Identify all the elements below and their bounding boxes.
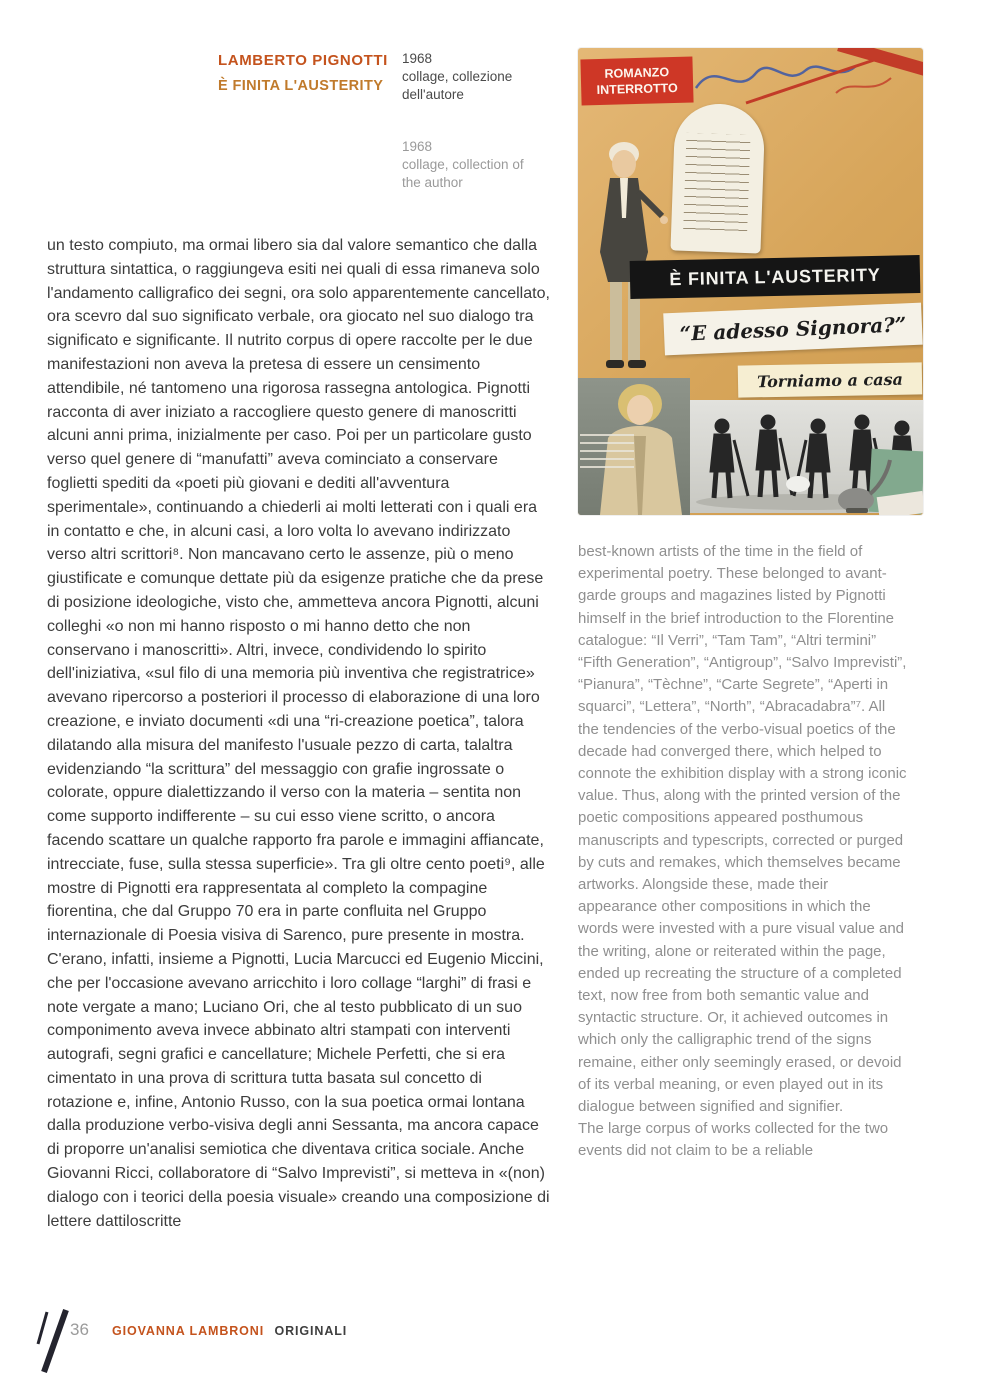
english-paragraph-1: best-known artists of the time in the field of experimental poetry. These belonged to avant-garde groups and magazines listed by Pignotti himself in the brief introduction to the Florentine catalogue: “Il Verri”, “Tam Tam”, “Altri termini” “Fifth Generation”, “Antigroup”, “Salvo Imprevisti”, “Pianura”, “Tèchne”, “Carte Segrete”, “Aperti in squarci”, “Lettera”, “North”, “Abracadabra”⁷. All the tendencies of the verbo-visual poetics of the decade had converged there, which helped to connote the exhibition display with a strong iconic value. Thus, along with the printed version of the poetic compositions appeared posthumous manuscripts and typescripts, corrected or purged by cuts and remakes, which themselves became artworks. Alongside these, made their appearance other compositions in which the words were invested with a pure visual value and the writing, alone or reiterated within the page, ended up recreating the structure of a completed text, now free from both semantic value and syntactic structure. Or, it achieved outcomes in which only the calligraphic trend of the signs remaine, either only seemingly erased, or devoid of its verbal meaning, or even played out in its dialogue between signified and signifier. — [578, 543, 907, 1116]
caption-english-year: 1968 — [402, 139, 433, 154]
page-number: 36 — [70, 1320, 89, 1339]
footer-section: ORIGINALI — [274, 1324, 348, 1338]
caption-italian — [402, 50, 527, 104]
torniamo-a-casa-strip: Torniamo a casa — [738, 362, 923, 397]
manuscript-tablet-shape — [670, 102, 765, 253]
blonde-woman-photo — [578, 378, 690, 515]
journal-slash-mark-icon — [34, 1308, 70, 1374]
italian-body-text: un testo compiuto, ma ormai libero sia dal valore semantico che dalla struttura sintattica, o raggiungeva esiti nei quali di essa rimaneva solo l'andamento calligrafico dei segni, ora solo apparentemente cancellato, ora scevro dal suo significato verbale, ora giocato nel suo dialogo tra significato e significante. Il nutrito corpus di opere raccolte per le due manifestazioni non aveva la pretesa di essere un censimento attendibile, né tantomeno una rigorosa rassegna antologica. Pignotti racconta di aver iniziato a raccogliere questo genere di manoscritti alcuni anni prima, inizialmente per caso. Poi per un particolare gusto verso quel genere di “manufatti” aveva cominciato a conservare foglietti spediti da «poeti più giovani e dediti all'avventura sperimentale», continuando a chiederli ai molti letterati con i quali era in contatto e che, in alcuni casi, a loro volta lo avevano indirizzato verso altri scrittori⁸. Non mancavano certo le assenze, più o meno giustificate e comunque dettate più da esigenze pratiche che da prese di posizione ideologiche, visto che, ammetteva ancora Pignotti, alcuni colleghi «o non mi hanno risposto o mi hanno detto che non conservano i manoscritti». Altri, invece, condividendo lo spirito dell'iniziativa, «sul filo di una memoria più inventiva che registratrice» avevano ripercorso a posteriori il processo di elaborazione di una loro creazione, e inviato documenti «di una “ri-creazione poetica”, talora dilatando alla misura del manifesto l'usuale pezzo di carta, talaltra evidenziando “la scrittura” del messaggio con grafie ingrossate o colorate, oppure dialettizzando il verso con la materia – sentita non come supporto indifferente – su cui esso viene scritto, o ancora facendo scattare un qualche rapporto fra parole e immagini affiancate, intrecciate, fuse, sulla stessa superficie». Tra gli oltre cento poeti⁹, alle mostre di Pignotti era rappresentata al completo la compagine fiorentina, che dal Gruppo 70 era in parte confluita nel Gruppo internazionale di Poesia visiva di Sarenco, pure presente in mostra. C'erano, infatti, insieme a Pignotti, Lucia Marcucci ed Eugenio Miccini, che per l'occasione avevano arricchito i loro collage “larghi” di frasi e note vergate a mano; Luciano Ori, che al testo pubblicato di un suo componimento aveva invece abbinato altri stampati con interventi autografi, segni grafici e cancellature; Michele Perfetti, che si era cimentato in una prova di scrittura tutta basata sul concetto di rotazione e, infine, Antonio Russo, con la sua poetica ormai lontana dalla produzione verbo-visiva degli anni Sessanta, ma ancora capace di proporre un'analisi semiotica che diventava critica sociale. Anche Giovanni Ricci, collaboratore di “Salvo Imprevisti”, si metteva in «(non) dialogo con i teorici della poesia visuale» creando una composizione di lettere dattiloscritte — [47, 237, 550, 1230]
footer-author: GIOVANNA LAMBRONI — [112, 1324, 265, 1338]
caption-italian-desc: collage, collezione dell'autore — [402, 69, 513, 102]
caption-italian-year: 1968 — [402, 51, 433, 66]
tiny-caption-lines — [580, 434, 634, 474]
artwork-collage-image — [578, 48, 923, 515]
english-body-text — [578, 541, 908, 1163]
footer-credit — [112, 1324, 347, 1338]
adesso-signora-strip: “E adesso Signora?” — [663, 303, 923, 356]
caption-english — [402, 138, 527, 192]
finita-austerity-strip: È FINITA L'AUSTERITY — [630, 255, 921, 299]
handwriting-scribble-icon — [686, 48, 922, 110]
manuscript-lines — [683, 133, 750, 235]
artist-name: LAMBERTO PIGNOTTI — [218, 52, 388, 69]
artwork-title: È FINITA L'AUSTERITY — [218, 78, 384, 94]
english-paragraph-2: The large corpus of works collected for the two events did not claim to be a reliable — [578, 1120, 889, 1160]
caption-english-desc: collage, collection of the author — [402, 157, 524, 190]
romanzo-interrotto-label: ROMANZO INTERROTTO — [580, 57, 693, 106]
